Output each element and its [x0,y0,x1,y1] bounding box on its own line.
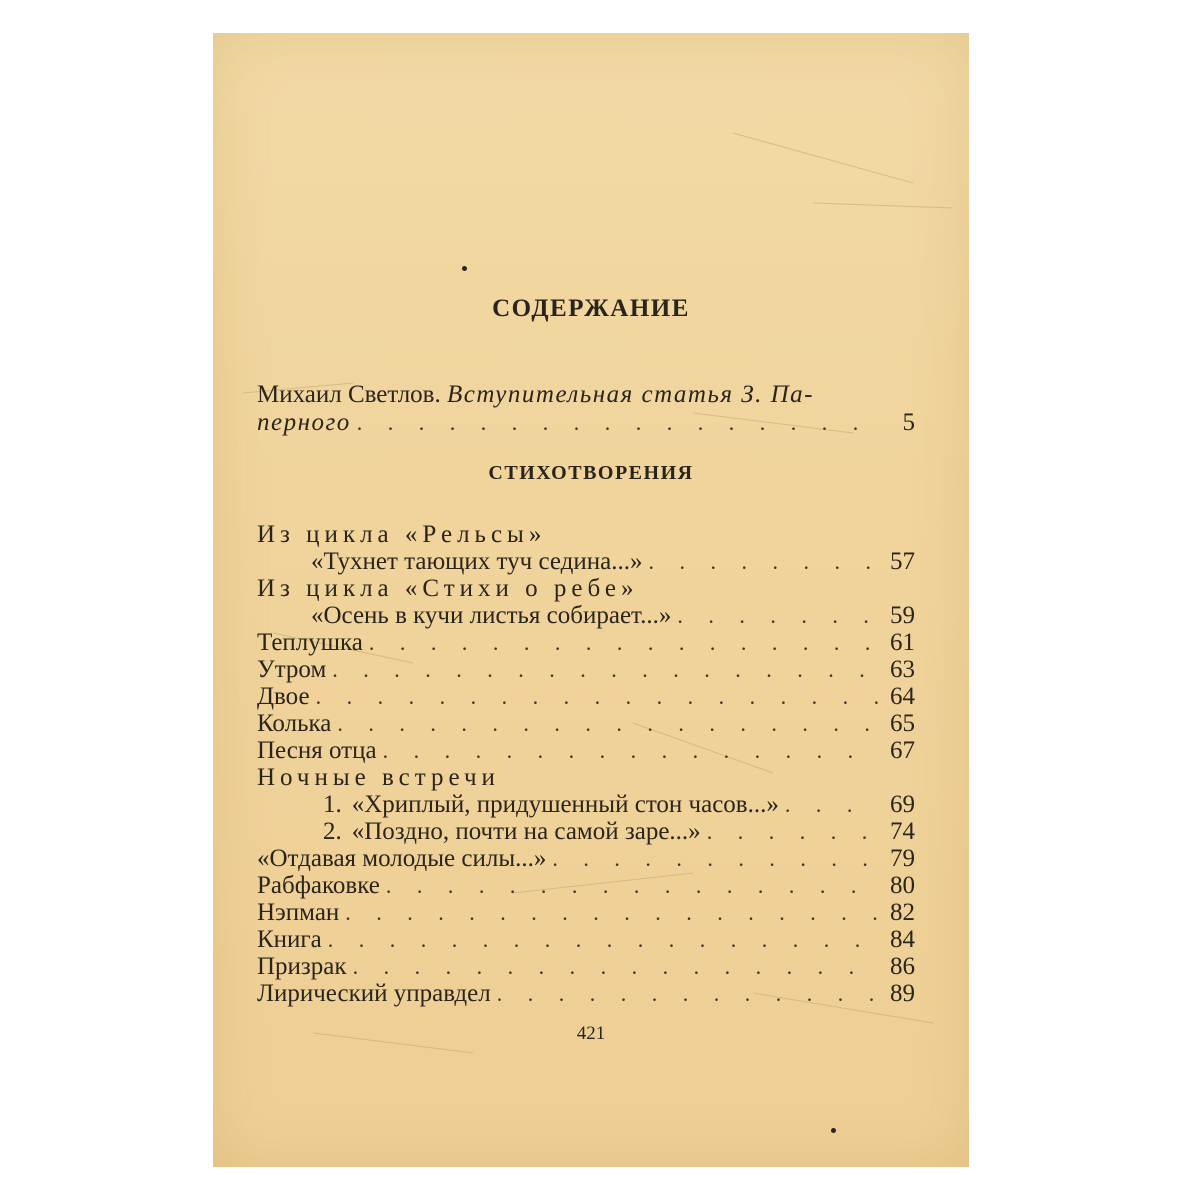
poems-section-heading: СТИХОТВОРЕНИЯ [488,462,694,484]
toc-title: «Отдавая молодые силы...» [257,845,547,872]
toc-row [257,979,915,1008]
leader-dots [383,736,879,765]
page-number: 421 [576,1023,606,1044]
toc-page: 89 [890,980,915,1007]
toc-title-text: «Поздно, почти на самой заре...» [351,818,701,845]
toc-page: 82 [890,899,915,926]
cycle-rails-title: Из цикла «Рельсы» [257,521,547,548]
toc-title: «Осень в кучи листья собирает...» [311,602,672,629]
leader-dots [677,601,879,630]
toc-row [311,601,915,630]
toc-title: Двое [257,683,310,710]
leader-dots [332,655,879,684]
toc-row [257,736,915,765]
toc-row [311,547,915,576]
toc-page: 65 [890,710,915,737]
toc-row [323,790,915,819]
toc-title: Теплушка [257,629,363,656]
toc-row [257,682,915,711]
intro-entry-line2 [257,408,915,437]
leader-dots [345,898,879,927]
intro-title-part2: перного [257,409,351,436]
ink-speck [831,1128,836,1133]
toc-title: Утром [257,656,327,683]
toc-page: 67 [890,737,915,764]
toc-row [257,925,915,954]
toc-title: Рабфаковке [257,872,380,899]
leader-dots [648,547,879,576]
intro-page: 5 [902,409,915,436]
leader-dots [497,979,879,1008]
toc-row [323,817,915,846]
leader-dots [316,682,879,711]
leader-dots [328,925,879,954]
toc-page: 59 [890,602,915,629]
toc-page: 57 [890,548,915,575]
toc-row [257,844,915,873]
intro-author: Михаил Светлов. [257,381,441,408]
leader-dots [707,817,879,846]
toc-number: 1. [323,791,342,818]
toc-title-text: «Хриплый, придушенный стон часов...» [351,791,779,818]
toc-number: 2. [323,818,342,845]
cycle-rebe-title: Из цикла «Стихи о ребе» [257,575,639,602]
toc-title [323,790,779,819]
book-page [213,33,969,1167]
toc-title: «Тухнет тающих туч седина...» [311,548,643,575]
intro-entry-line1 [257,380,814,409]
toc-row [257,628,915,657]
toc-title: Песня отца [257,737,377,764]
toc-page: 79 [890,845,915,872]
toc-page: 86 [890,953,915,980]
leader-dots [552,844,879,873]
toc-page: 80 [890,872,915,899]
leader-dots [337,709,879,738]
toc-page: 61 [890,629,915,656]
toc-title: Нэпман [257,899,340,926]
intro-title-part1: Вступительная статья З. Па- [447,381,814,408]
toc-title [323,817,701,846]
toc-row [257,871,915,900]
toc-title: Книга [257,926,322,953]
toc-title: Лирический управдел [257,980,491,1007]
toc-row [257,709,915,738]
toc-row [257,952,915,981]
cycle-night-title: Ночные встречи [257,764,500,791]
toc-title: Колька [257,710,332,737]
leader-dots [353,952,879,981]
leader-dots [386,871,879,900]
toc-page: 64 [890,683,915,710]
toc-page: 84 [890,926,915,953]
leader-dots [785,790,879,819]
contents-heading: СОДЕРЖАНИЕ [492,295,690,322]
toc-row [257,898,915,927]
toc-row [257,655,915,684]
leader-dots [357,408,879,437]
ink-speck [462,266,467,271]
toc-page: 74 [890,818,915,845]
toc-title: Призрак [257,953,347,980]
leader-dots [369,628,879,657]
toc-page: 69 [890,791,915,818]
toc-page: 63 [890,656,915,683]
